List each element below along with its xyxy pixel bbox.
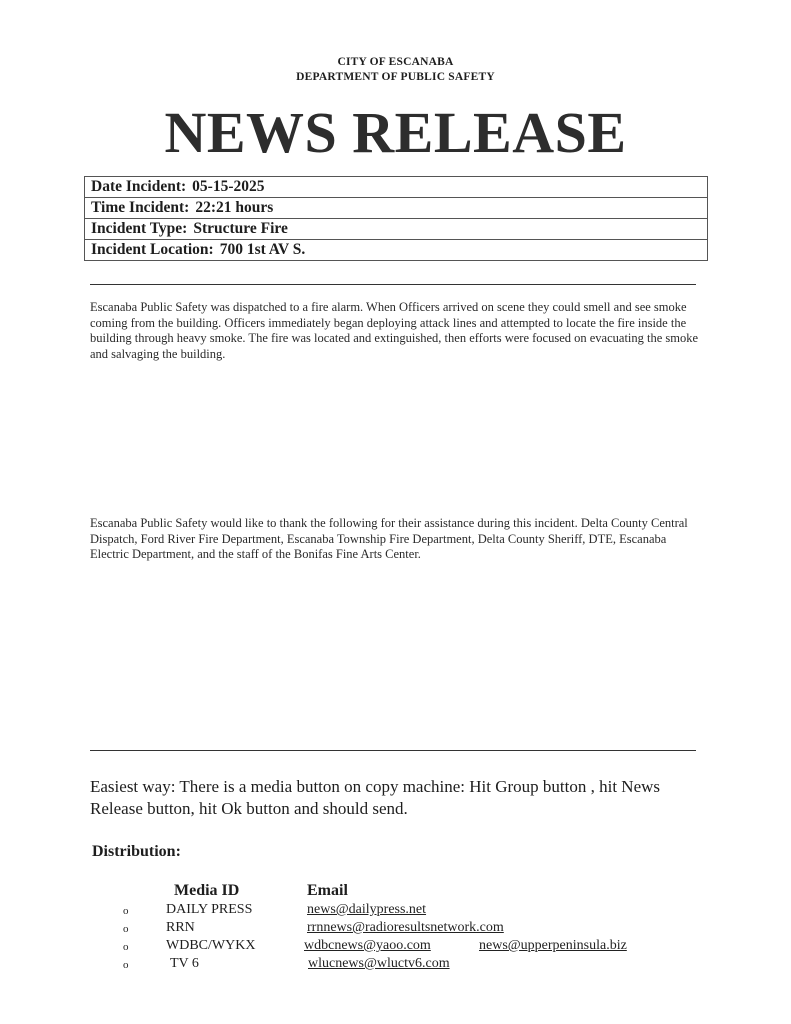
incident-time-row [85, 198, 707, 219]
incident-narrative: Escanaba Public Safety was dispatched to a fire alarm. When Officers arrived on scene they could smell and see smoke coming from the building. Officers immediately began deploying attack lines and attempted to locate the fire inside the building through heavy smoke. The fire was located and extinguished, then efforts were focused on evacuating the smoke and salvaging the building. [90, 300, 699, 361]
incident-date-value: 05-15-2025 [192, 178, 265, 195]
incident-time-value: 22:21 hours [195, 199, 274, 216]
email-link-rrn[interactable]: rrnnews@radioresultsnetwork.com [307, 920, 504, 935]
incident-location-label: Incident Location: [91, 241, 214, 258]
divider-bottom [90, 750, 696, 751]
email-link-tv6[interactable]: wlucnews@wluctv6.com [308, 956, 450, 971]
acknowledgement-paragraph: Escanaba Public Safety would like to thank the following for their assistance during this incident. Delta County Central Dispatch, Ford River Fire Department, Escanaba Township Fire Department, Delta County Sheriff, DTE, Escanaba Electric Department, and the staff of the Bonifas Fine Arts Center. [90, 516, 688, 561]
email-link-daily-press[interactable]: news@dailypress.net [307, 902, 427, 917]
department-city: CITY OF ESCANABA [337, 56, 454, 68]
incident-date-label: Date Incident: [91, 178, 187, 195]
list-bullet: o [123, 941, 129, 953]
department-name: DEPARTMENT OF PUBLIC SAFETY [296, 71, 495, 83]
page-title: NEWS RELEASE [164, 100, 627, 165]
list-bullet: o [123, 905, 129, 917]
media-id-tv6: TV 6 [170, 956, 199, 971]
media-id-column-header: Media ID [174, 882, 240, 899]
media-id-rrn: RRN [166, 920, 195, 935]
incident-time-label: Time Incident: [91, 199, 190, 216]
email-link-upper-peninsula[interactable]: news@upperpeninsula.biz [479, 938, 627, 953]
email-column-header: Email [307, 882, 348, 899]
incident-location-row [85, 240, 707, 260]
email-link-wdbc[interactable]: wdbcnews@yaoo.com [304, 938, 431, 953]
incident-date-row [85, 177, 707, 198]
media-id-wdbc-wykx: WDBC/WYKX [166, 938, 256, 953]
sending-instructions: Easiest way: There is a media button on copy machine: Hit Group button , hit News Release button, hit Ok button and should send. [90, 777, 661, 818]
incident-type-row [85, 219, 707, 240]
divider-top [90, 284, 696, 285]
incident-info-table [84, 176, 708, 261]
incident-location-value: 700 1st AV S. [219, 241, 306, 258]
incident-type-value: Structure Fire [193, 220, 288, 237]
list-bullet: o [123, 959, 129, 971]
distribution-heading: Distribution: [92, 843, 181, 860]
list-bullet: o [123, 923, 129, 935]
media-id-daily-press: DAILY PRESS [166, 902, 253, 917]
incident-type-label: Incident Type: [91, 220, 188, 237]
